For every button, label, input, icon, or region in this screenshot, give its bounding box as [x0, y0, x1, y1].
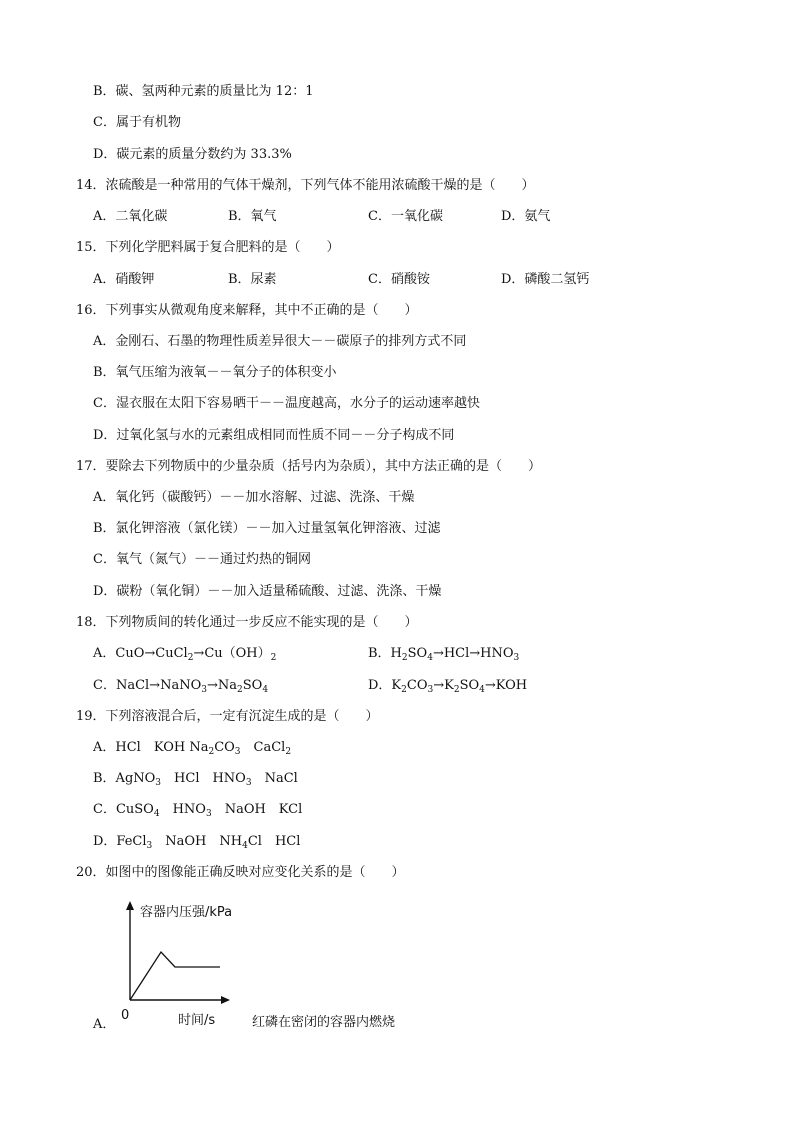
q17-option-b: B．氯化钾溶液（氯化镁）－－加入过量氢氧化钾溶液、过滤 — [93, 521, 441, 536]
graph-y-label: 容器内压强/kPa — [140, 905, 233, 920]
q19-option-d: D．FeCl$_3$ NaOH $NH_4Cl$ HCl — [93, 834, 301, 851]
q15-stem: 15．下列化学肥料属于复合肥料的是（ ） — [76, 240, 340, 255]
q15-option-a: A．硝酸钾 — [93, 272, 155, 287]
q14-option-d: D．氨气 — [501, 209, 551, 224]
q18-stem: 18．下列物质间的转化通过一步反应不能实现的是（ ） — [76, 615, 418, 630]
q18-option-c: C．$NaCl\to NaNO_3\to Na_2SO_4$ — [93, 678, 269, 695]
q17-option-c: C．氧气（氮气）－－通过灼热的铜网 — [93, 552, 311, 567]
q16-stem: 16．下列事实从微观角度来解释，其中不正确的是（ ） — [76, 303, 418, 318]
q13-option-c: C．属于有机物 — [93, 115, 181, 130]
q13-option-b: B．碳、氢两种元素的质量比为 12：1 — [93, 84, 314, 99]
pressure-curve — [130, 952, 220, 1000]
q20-stem: 20．如图中的图像能正确反映对应变化关系的是（ ） — [76, 865, 405, 880]
q14-option-a: A．二氧化碳 — [93, 209, 168, 224]
q16-option-a: A．金刚石、石墨的物理性质差异很大－－碳原子的排列方式不同 — [93, 334, 467, 349]
x-axis-arrow — [221, 996, 230, 1004]
q15-option-d: D．磷酸二氢钙 — [501, 272, 590, 287]
graph-x-label: 时间/s — [178, 1013, 216, 1028]
q17-option-a: A．氧化钙（碳酸钙）－－加水溶解、过滤、洗涤、干燥 — [93, 490, 415, 505]
q20-option-a-label: A． — [93, 1017, 116, 1032]
q16-option-c: C．湿衣服在太阳下容易晒干－－温度越高，水分子的运动速率越快 — [93, 396, 480, 411]
q19-option-c: C．CuSO$_4$ $HNO_3$ NaOH KCl — [93, 802, 303, 819]
q19-option-a: A．HCl KOH $Na_2CO_3$ CaCl$_2$ — [93, 740, 292, 757]
q14-option-b: B．氧气 — [228, 209, 277, 224]
q16-option-d: D．过氧化氢与水的元素组成相同而性质不同－－分子构成不同 — [93, 428, 455, 443]
graph-origin-label: 0 — [121, 1008, 130, 1023]
q18-option-a: A．$CuO\to CuCl_2\to Cu(OH)_2$ — [93, 646, 277, 663]
q19-stem: 19．下列溶液混合后，一定有沉淀生成的是（ ） — [76, 709, 379, 724]
y-axis-arrow — [126, 901, 134, 910]
q17-stem: 17．要除去下列物质中的少量杂质（括号内为杂质），其中方法正确的是（ ） — [76, 459, 542, 474]
q14-option-c: C．一氧化碳 — [368, 209, 443, 224]
q20-option-a-caption: 红磷在密闭的容器内燃烧 — [252, 1015, 396, 1030]
q15-option-b: B．尿素 — [228, 272, 277, 287]
q17-option-d: D．碳粉（氧化铜）－－加入适量稀硫酸、过滤、洗涤、干燥 — [93, 584, 442, 599]
q15-option-c: C．硝酸铵 — [368, 272, 430, 287]
q13-option-d: D．碳元素的质量分数约为 33.3% — [93, 147, 292, 162]
q19-option-b: B．AgNO$_3$ HCl $HNO_3$ NaCl — [93, 771, 298, 788]
q14-stem: 14．浓硫酸是一种常用的气体干燥剂，下列气体不能用浓硫酸干燥的是（ ） — [76, 178, 535, 193]
q18-option-b: B．$H_2SO_4\to HCl\to HNO_3$ — [368, 646, 520, 663]
q16-option-b: B．氧气压缩为液氧－－氧分子的体积变小 — [93, 365, 337, 380]
q18-option-d: D．$K_2CO_3\to K_2SO_4\to KOH$ — [368, 678, 528, 695]
